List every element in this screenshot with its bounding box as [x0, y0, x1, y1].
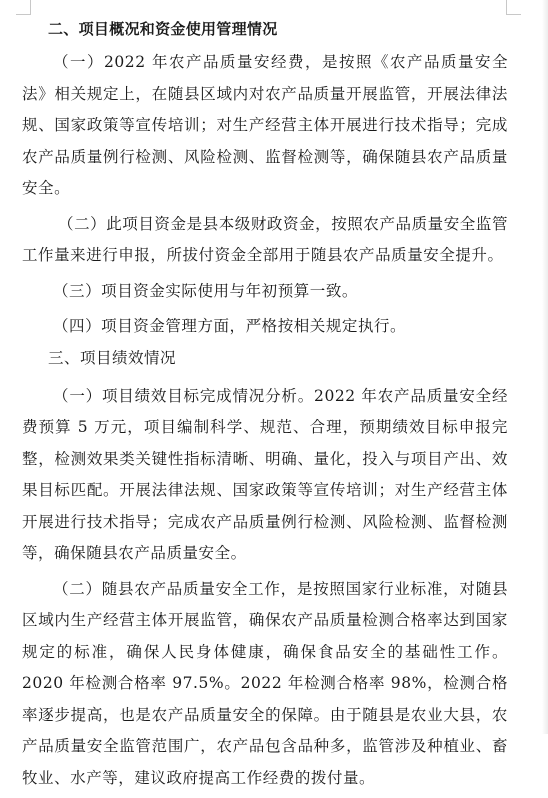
page-corner-mark-left	[16, 0, 31, 15]
paragraph-overview-1: （一）2022 年农产品质量安经费，是按照《农产品质量安全法》相关规定上，在随县区域内对农产品质量开展监管，开展法律法规、国家政策等宣传培训；对生产经营主体开展进行技术指导；完成农产品质量例行检测、风险检测、监督检测等，确保随县农产品质量安全。	[22, 53, 508, 197]
section-heading-performance: 三、项目绩效情况	[48, 348, 177, 367]
page-edge-shadow	[542, 0, 548, 734]
paragraph-overview-3: （三）项目资金实际使用与年初预算一致。	[53, 281, 358, 300]
page-corner-mark-right	[506, 0, 521, 15]
paragraph-performance-1: （一）项目绩效目标完成情况分析。2022 年农产品质量安全经费预算 5 万元，项目编制科学、规范、合理，预期绩效目标申报完整，检测效果类关键性指标清晰、明确、量化，投入与项目产出、效果目标匹配。开展法律法规、国家政策等宣传培训；对生产经营主体开展进行技术指导；完成农产品质量例行检测、风险检测、监督检测等，确保随县农产品质量安全。	[22, 386, 508, 562]
paragraph-performance-2: （二）随县农产品质量安全工作，是按照国家行业标准，对随县区域内生产经营主体开展监管，确保农产品质量检测合格率达到国家规定的标准，确保人民身体健康，确保食品安全的基础性工作。2020 年检测合格率 97.5%。2022 年检测合格率 98%，检测合格率逐步提高，也是农产品质量安全的保障。由于随县是农业大县，农产品质量安全监管范围广，农产品包含品种多，监管涉及种植业、畜牧业、水产等，建议政府提高工作经费的拨付量。	[22, 579, 508, 787]
section-heading-overview: 二、项目概况和资金使用管理情况	[48, 20, 278, 38]
document-body	[22, 18, 508, 798]
paragraph-overview-4: （四）项目资金管理方面，严格按相关规定执行。	[53, 317, 407, 335]
paragraph-overview-2: （二）此项目资金是县本级财政资金，按照农产品质量安全监管工作量来进行申报，所拔付资金全部用于随县农产品质量安全提升。	[22, 214, 508, 264]
